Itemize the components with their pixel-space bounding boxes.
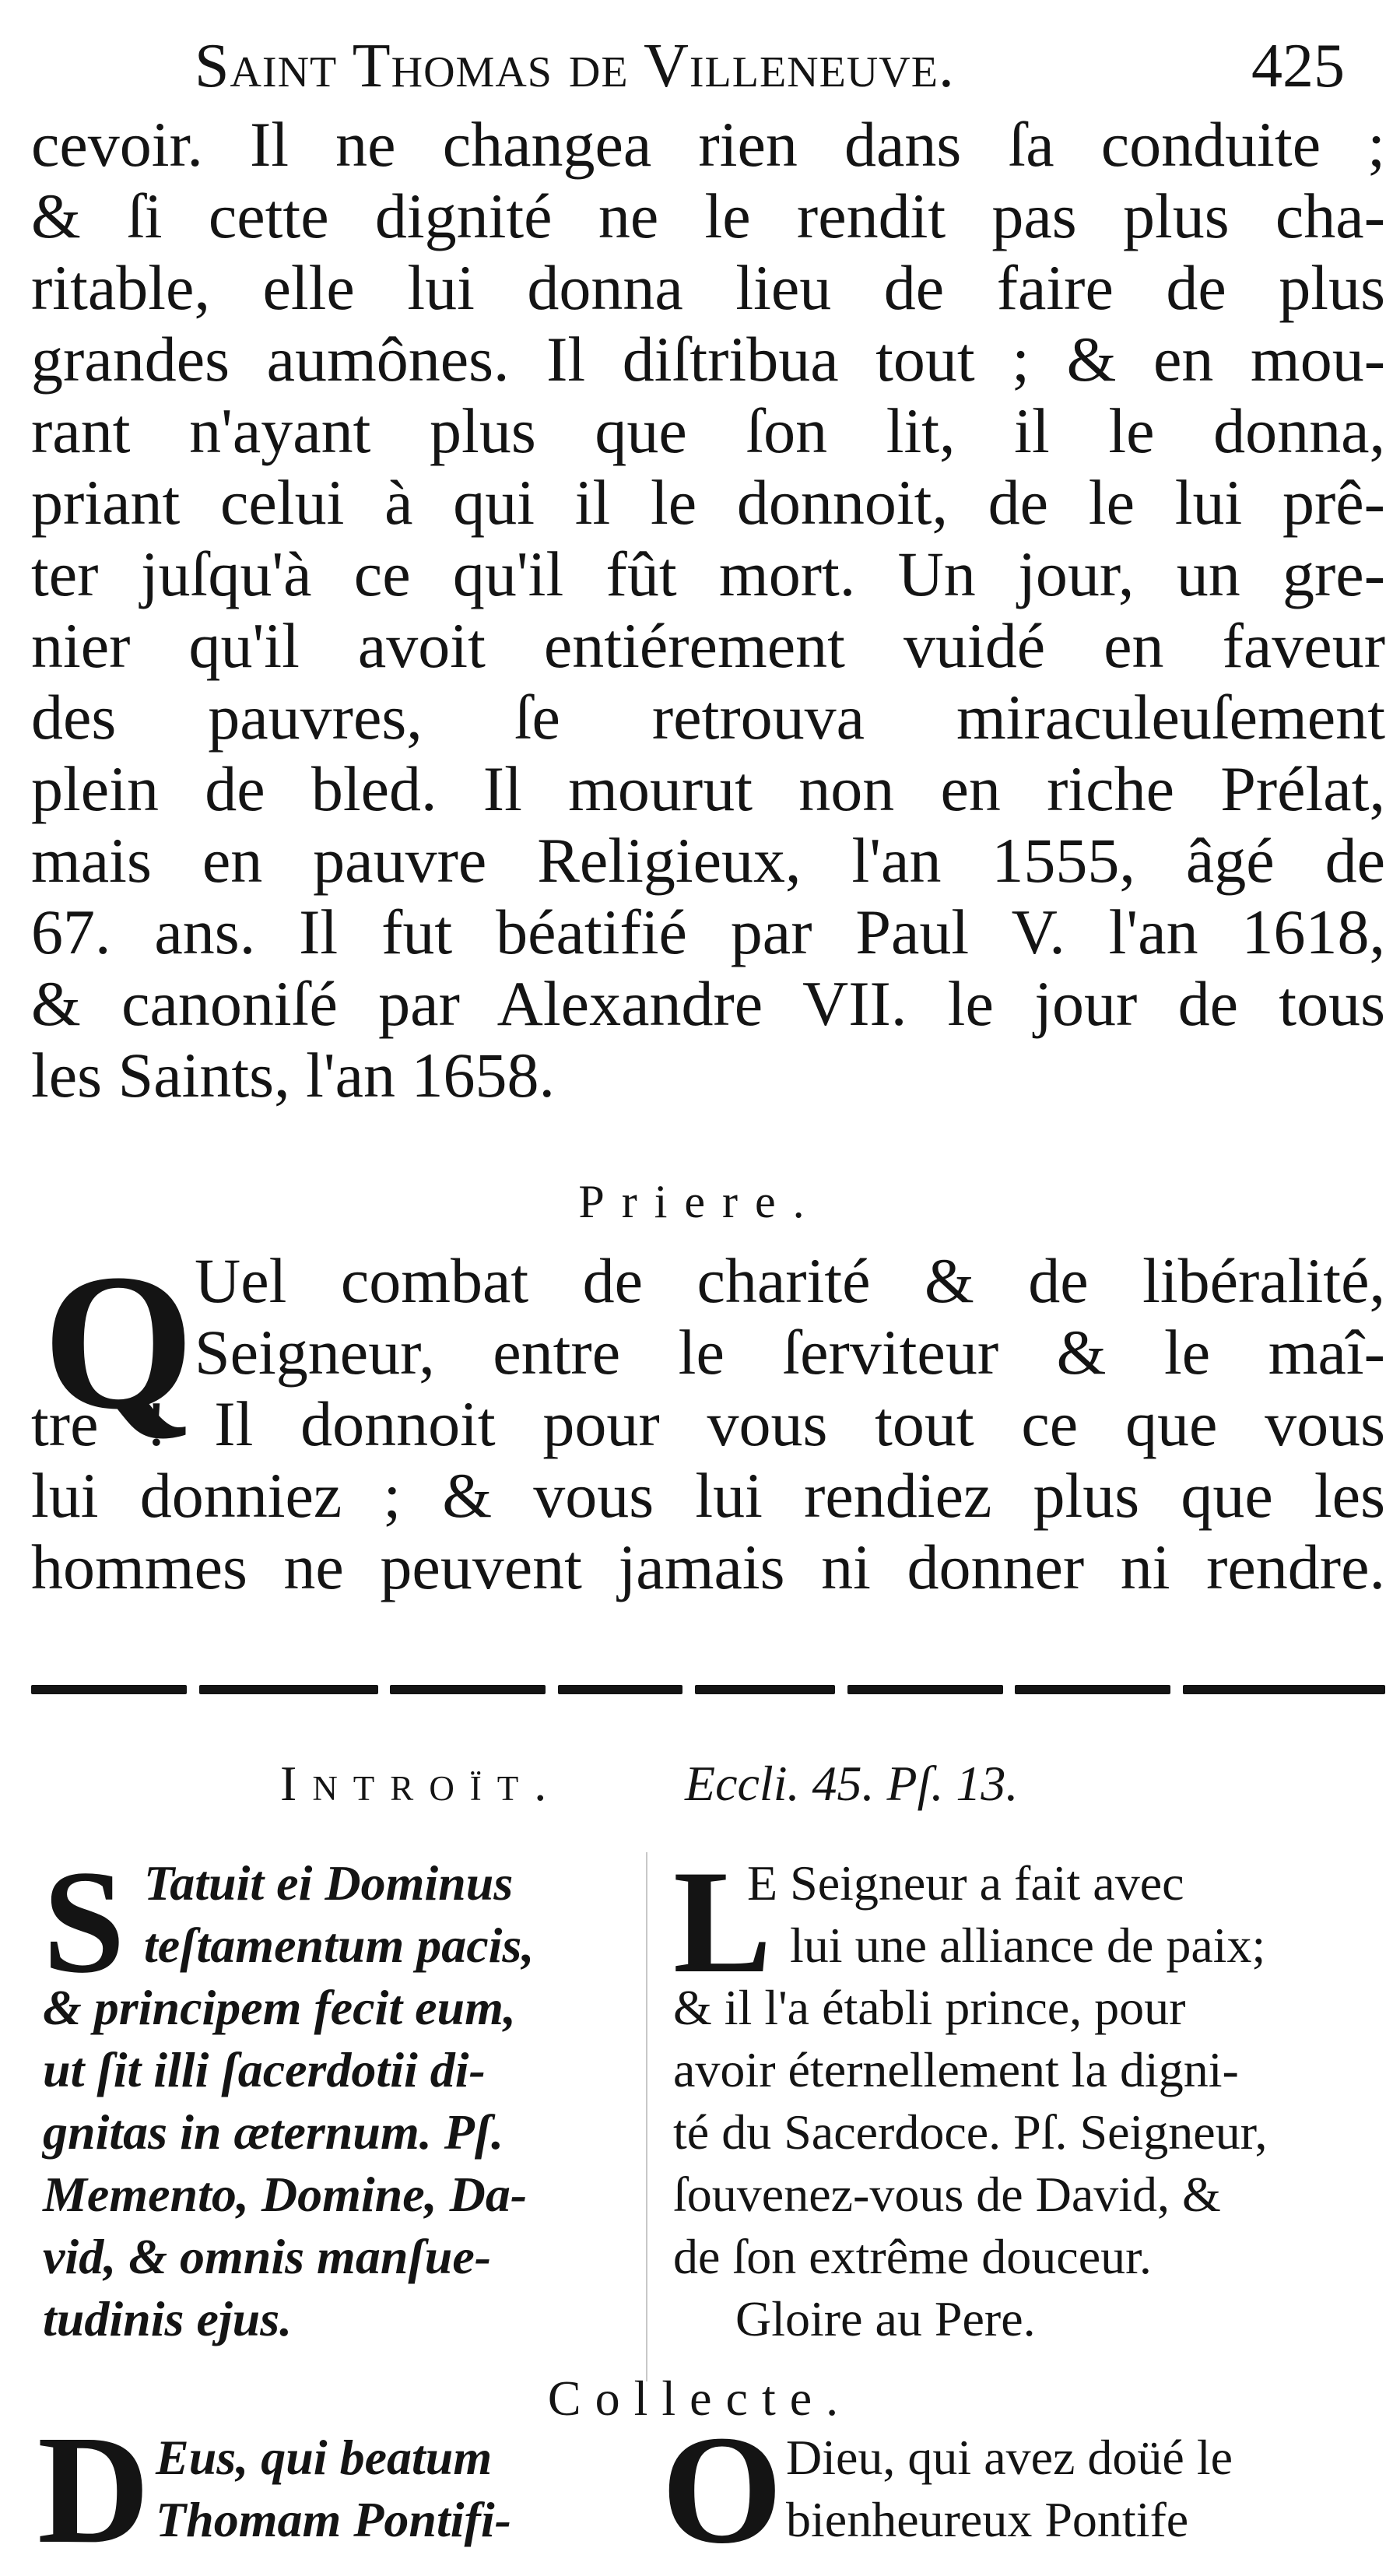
latin-line: tudinis ejus. (43, 2291, 293, 2346)
prayer-line: hommes ne peuvent jamais ni donner ni rendre. (31, 1532, 1385, 1602)
french-line: lui une alliance de paix; (790, 1918, 1266, 1973)
prayer-dropcap: Q (43, 1234, 195, 1450)
body-line: priant celui à qui il le donnoit, de le lui prê- (31, 467, 1385, 538)
collecte-latin-dropcap: D (37, 2404, 150, 2576)
prayer-line: tre ! Il donnoit pour vous tout ce que vous (31, 1388, 1385, 1459)
introit-latin-column (43, 1852, 619, 2350)
prayer-line: Uel combat de charité & de libéralité, (195, 1245, 1385, 1316)
introit-french-dropcap: L (673, 1841, 772, 2004)
body-line: cevoir. Il ne changea rien dans ſa conduite ; (31, 109, 1385, 180)
latin-line: Eus, qui beatum (156, 2430, 493, 2485)
body-line: ter juſqu'à ce qu'il fût mort. Un jour, un gre- (31, 539, 1385, 609)
rule-segment (695, 1685, 835, 1694)
collecte-latin-column (156, 2427, 623, 2551)
prayer-line: lui donniez ; & vous lui rendiez plus que les (31, 1460, 1385, 1531)
prayer-title: Priere. (578, 1176, 822, 1227)
body-line: nier qu'il avoit entiérement vuidé en faveur (31, 610, 1385, 681)
rule-segment (847, 1685, 1003, 1694)
column-divider (646, 1852, 647, 2381)
body-line: des pauvres, ſe retrouva miraculeuſement (31, 682, 1385, 753)
french-line: E Seigneur a fait avec (747, 1855, 1184, 1911)
french-line: ſouvenez-vous de David, & (673, 2167, 1221, 2222)
body-line: rant n'ayant plus que ſon lit, il le donna, (31, 395, 1385, 466)
body-line: & canoniſé par Alexandre VII. le jour de tous (31, 968, 1385, 1039)
introit-heading (0, 1755, 1400, 1817)
introit-reference: Eccli. 45. Pſ. 13. (685, 1756, 1019, 1811)
rule-segment (1183, 1685, 1385, 1694)
french-line: Dieu, qui avez doüé le (786, 2430, 1233, 2485)
body-line: les Saints, l'an 1658. (31, 1040, 556, 1111)
body-line: plein de bled. Il mourut non en riche Prélat, (31, 753, 1385, 824)
rule-segment (558, 1685, 682, 1694)
french-line: avoir éternellement la digni- (673, 2042, 1239, 2097)
ornamental-rule (31, 1681, 1385, 1698)
page-number: 425 (1251, 32, 1345, 100)
french-line: & il l'a établi prince, pour (673, 1980, 1186, 2035)
rule-segment (1015, 1685, 1170, 1694)
collecte-french-dropcap: O (661, 2404, 783, 2576)
rule-segment (31, 1685, 187, 1694)
introit-label: Introït. (280, 1756, 563, 1811)
body-line: mais en pauvre Religieux, l'an 1555, âgé de (31, 825, 1385, 896)
collecte-french-column (786, 2427, 1385, 2551)
latin-line: Tatuit ei Dominus (144, 1855, 514, 1911)
latin-line: ut ſit illi ſacerdotii di- (43, 2042, 486, 2097)
french-line: de ſon extrême douceur. (673, 2229, 1152, 2284)
latin-line: Memento, Domine, Da- (43, 2167, 528, 2222)
body-line: ritable, elle lui donna lieu de faire de plus (31, 252, 1385, 323)
body-line: grandes aumônes. Il diſtribua tout ; & en mou- (31, 324, 1385, 395)
rule-segment (390, 1685, 546, 1694)
rule-segment (199, 1685, 378, 1694)
introit-latin-dropcap: S (43, 1841, 125, 2004)
french-line: Gloire au Pere. (735, 2291, 1036, 2346)
latin-line: & principem fecit eum, (43, 1980, 516, 2035)
body-line: 67. ans. Il fut béatifié par Paul V. l'an 1618, (31, 897, 1385, 967)
running-title: Saint Thomas de Villeneuve. (195, 32, 955, 100)
introit-french-column (673, 1852, 1381, 2350)
body-line: & ſi cette dignité ne le rendit pas plus cha- (31, 181, 1385, 251)
french-line: té du Sacerdoce. Pſ. Seigneur, (673, 2104, 1268, 2160)
prayer-line: Seigneur, entre le ſerviteur & le maî- (195, 1317, 1385, 1388)
latin-line: Thomam Pontifi- (156, 2492, 511, 2547)
latin-line: vid, & omnis manſue- (43, 2229, 492, 2284)
latin-line: gnitas in æternum. Pſ. (43, 2104, 504, 2160)
latin-line: teſtamentum pacis, (144, 1918, 535, 1973)
french-line: bienheureux Pontife (786, 2492, 1189, 2547)
collecte-title: Collecte. (547, 2371, 853, 2426)
page-header (0, 25, 1400, 111)
